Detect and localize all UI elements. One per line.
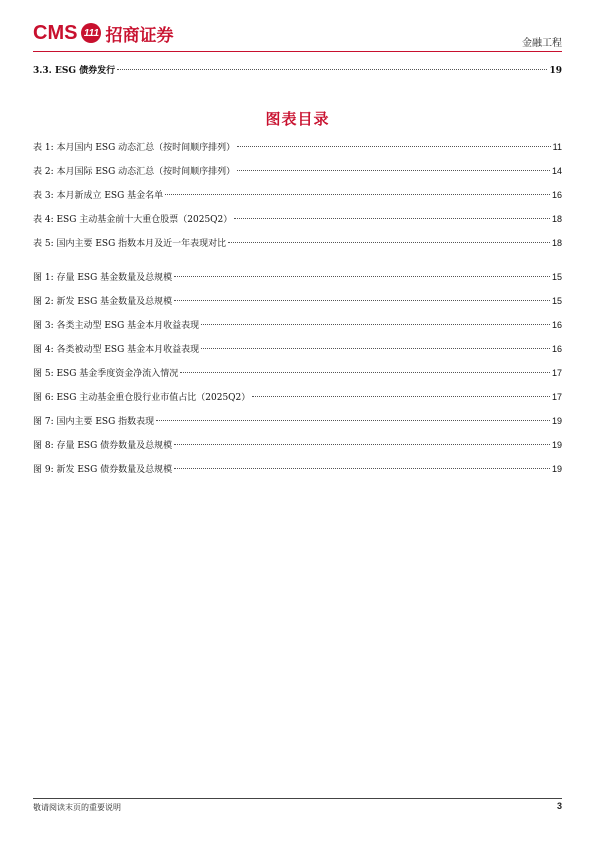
header-divider: [33, 51, 562, 52]
toc-entry-label: 表 2: 本月国际 ESG 动态汇总（按时间顺序排列）: [33, 167, 236, 177]
toc-entry-table-5[interactable]: [33, 237, 562, 250]
toc-page-number: 16: [551, 344, 562, 354]
toc-entry-figure-1[interactable]: [33, 271, 562, 284]
toc-leader-dots: [156, 420, 550, 421]
toc-page-number: 19: [551, 416, 562, 426]
toc-page-number: 19: [549, 66, 562, 76]
toc-leader-dots: [174, 276, 550, 277]
toc-entry-table-1[interactable]: [33, 141, 562, 154]
toc-entry-label: 表 1: 本月国内 ESG 动态汇总（按时间顺序排列）: [33, 143, 236, 153]
toc-page-number: 18: [551, 214, 562, 224]
toc-entry-label: 表 4: ESG 主动基金前十大重仓股票（2025Q2）: [33, 215, 233, 225]
toc-entry-label: 图 3: 各类主动型 ESG 基金本月收益表现: [33, 321, 200, 331]
toc-entry-label: 图 4: 各类被动型 ESG 基金本月收益表现: [33, 345, 200, 355]
toc-page-number: 18: [551, 238, 562, 248]
toc-entry-label: 图 2: 新发 ESG 基金数量及总规模: [33, 297, 173, 307]
toc-entry-figure-4[interactable]: [33, 343, 562, 356]
toc-entry-table-4[interactable]: [33, 213, 562, 226]
toc-entry-label: 表 3: 本月新成立 ESG 基金名单: [33, 191, 164, 201]
toc-leader-dots: [237, 146, 551, 147]
toc-leader-dots: [174, 444, 550, 445]
logo-badge-text: 111: [83, 27, 100, 39]
page-number: 3: [556, 801, 562, 811]
toc-page-number: 17: [551, 368, 562, 378]
toc-entry-section-3-3[interactable]: [33, 65, 562, 77]
toc-leader-dots: [117, 69, 547, 70]
toc-leader-dots: [165, 194, 550, 195]
toc-entry-table-3[interactable]: [33, 189, 562, 202]
toc-section-title: ESG 债券发行: [55, 66, 116, 76]
header-section-label: 金融工程: [522, 38, 562, 49]
toc-entry-label: 图 1: 存量 ESG 基金数量及总规模: [33, 273, 173, 283]
toc-leader-dots: [174, 468, 550, 469]
toc-entry-label: 表 5: 国内主要 ESG 指数本月及近一年表现对比: [33, 239, 227, 249]
toc-page-number: 19: [551, 464, 562, 474]
toc-entry-figure-2[interactable]: [33, 295, 562, 308]
footer-disclaimer-note: 敬请阅读末页的重要说明: [33, 803, 121, 812]
toc-leader-dots: [201, 348, 550, 349]
toc-entry-table-2[interactable]: [33, 165, 562, 178]
toc-entry-label: 图 9: 新发 ESG 债券数量及总规模: [33, 465, 173, 475]
toc-entry-figure-5[interactable]: [33, 367, 562, 380]
toc-page-number: 16: [551, 190, 562, 200]
toc-entry-label: 图 7: 国内主要 ESG 指数表现: [33, 417, 155, 427]
toc-page-number: 15: [551, 296, 562, 306]
toc-leader-dots: [180, 372, 550, 373]
toc-leader-dots: [201, 324, 550, 325]
logo-cn-text: 招商证券: [105, 25, 174, 46]
logo-badge-icon: [81, 23, 101, 43]
toc-page-number: 11: [552, 142, 562, 152]
toc-page-number: 16: [551, 320, 562, 330]
footer-divider: [33, 798, 562, 799]
toc-leader-dots: [252, 396, 550, 397]
toc-entry-label: 图 6: ESG 主动基金重仓股行业市值占比（2025Q2）: [33, 393, 251, 403]
toc-leader-dots: [228, 242, 550, 243]
toc-page-number: 15: [551, 272, 562, 282]
toc-page-number: 14: [551, 166, 562, 176]
toc-entry-figure-6[interactable]: [33, 391, 562, 404]
toc-entry-figure-3[interactable]: [33, 319, 562, 332]
toc-entry-label: 图 5: ESG 基金季度资金净流入情况: [33, 369, 179, 379]
toc-entry-figure-8[interactable]: [33, 439, 562, 452]
toc-page-number: 19: [551, 440, 562, 450]
toc-section-number: 3.3.: [33, 66, 52, 76]
toc-leader-dots: [174, 300, 550, 301]
toc-leader-dots: [234, 218, 550, 219]
toc-leader-dots: [237, 170, 550, 171]
toc-entry-figure-7[interactable]: [33, 415, 562, 428]
company-logo: [33, 20, 173, 46]
toc-entry-figure-9[interactable]: [33, 463, 562, 476]
chart-list-title: 图表目录: [265, 110, 330, 128]
toc-entry-label: 图 8: 存量 ESG 债券数量及总规模: [33, 441, 173, 451]
toc-entry-label: [33, 65, 115, 77]
toc-page-number: 17: [551, 392, 562, 402]
logo-cms-text: CMS: [33, 21, 78, 44]
